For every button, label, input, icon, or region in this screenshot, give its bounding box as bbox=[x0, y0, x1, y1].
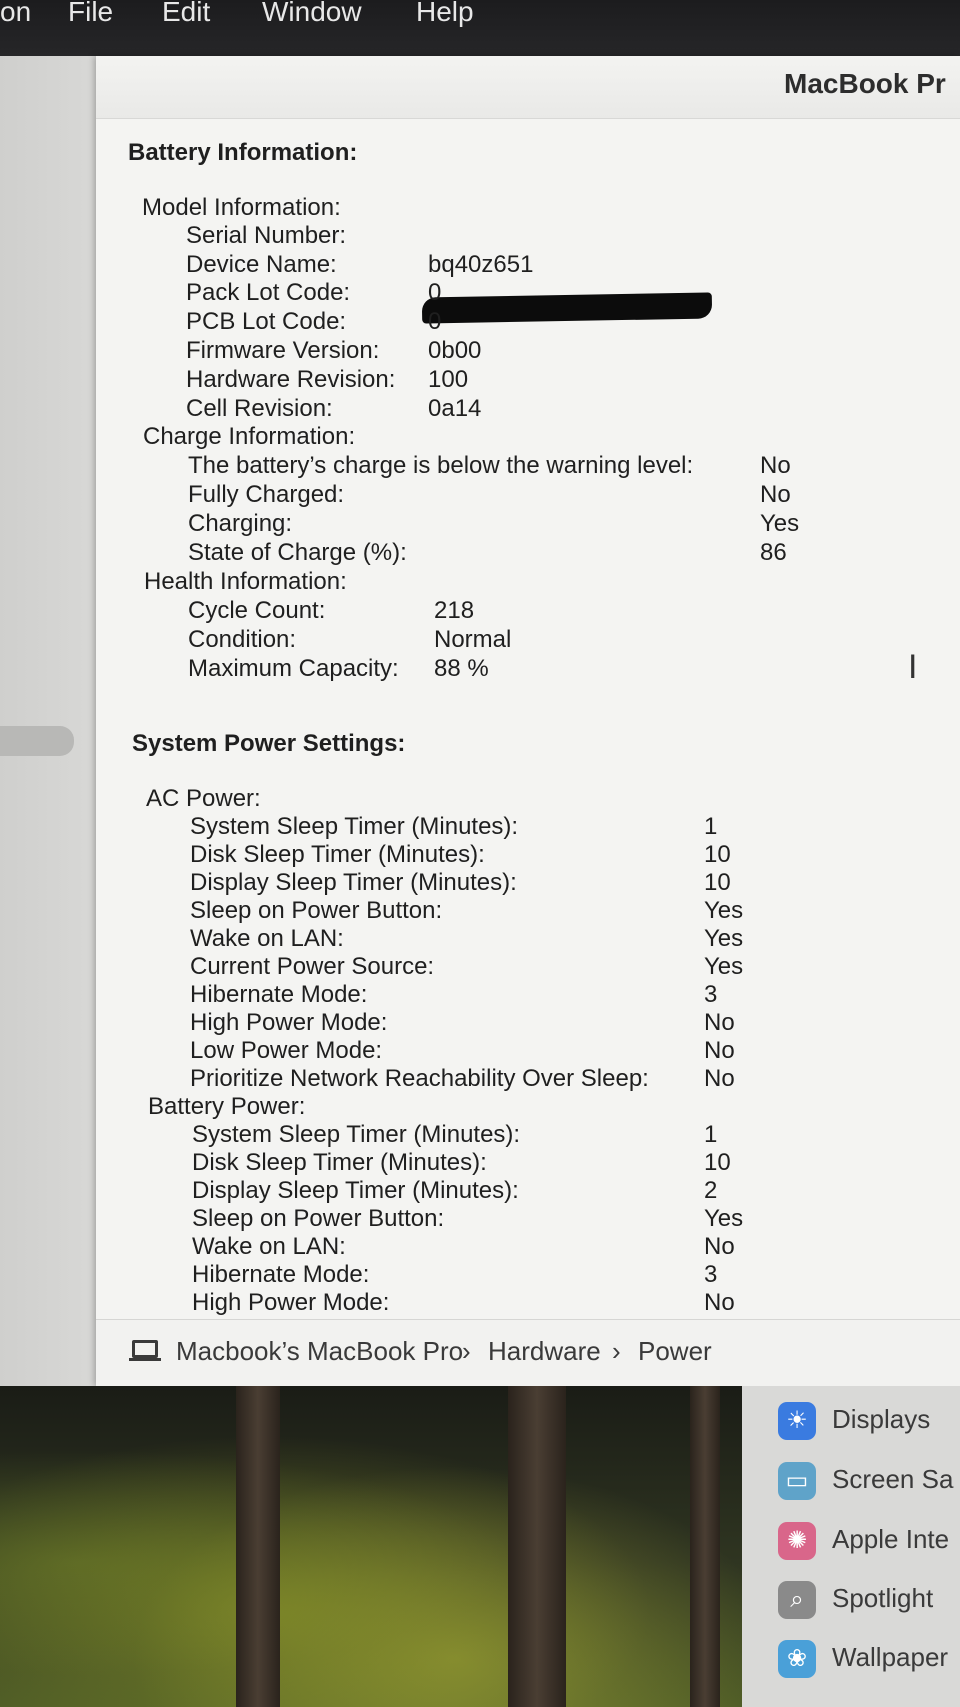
field-value: Yes bbox=[704, 953, 744, 980]
menu-file[interactable]: File bbox=[68, 0, 114, 27]
sun-icon: ☀ bbox=[778, 1402, 816, 1440]
path-separator: › bbox=[612, 1336, 621, 1366]
field-label: Serial Number: bbox=[186, 222, 347, 249]
path-bar bbox=[96, 1319, 960, 1386]
window-sidebar bbox=[0, 56, 96, 1386]
field-label: Sleep on Power Button: bbox=[190, 897, 443, 924]
system-settings-sidebar bbox=[742, 1386, 960, 1707]
power-settings-heading: System Power Settings: bbox=[132, 730, 406, 757]
menu-bar bbox=[0, 0, 960, 56]
field-label: Current Power Source: bbox=[190, 953, 435, 980]
field-value: 3 bbox=[704, 1261, 718, 1288]
title-bar bbox=[96, 56, 960, 119]
field-value: 100 bbox=[428, 366, 469, 393]
settings-item-apple-intelligence[interactable] bbox=[778, 1518, 960, 1564]
desktop-wallpaper bbox=[0, 1386, 760, 1707]
field-label: PCB Lot Code: bbox=[186, 308, 347, 335]
field-label: Display Sleep Timer (Minutes): bbox=[190, 869, 517, 896]
field-label: Pack Lot Code: bbox=[186, 279, 351, 306]
path-separator: › bbox=[462, 1336, 471, 1366]
field-label: Condition: bbox=[188, 626, 297, 653]
field-label: Charging: bbox=[188, 510, 293, 537]
sidebar-selected-item[interactable] bbox=[0, 726, 74, 756]
ac-power-heading: AC Power: bbox=[146, 785, 261, 812]
model-info-heading: Model Information: bbox=[142, 194, 341, 221]
field-value: No bbox=[760, 481, 791, 508]
field-value: No bbox=[704, 1289, 735, 1316]
menu-help[interactable]: Help bbox=[416, 0, 474, 27]
apple-intelligence-icon: ✺ bbox=[778, 1522, 816, 1560]
charge-info-heading: Charge Information: bbox=[143, 423, 356, 450]
field-value: 0 bbox=[428, 308, 442, 335]
settings-item-displays[interactable] bbox=[778, 1398, 960, 1444]
settings-item-label: Spotlight bbox=[832, 1583, 934, 1613]
field-value: 0a14 bbox=[428, 395, 482, 422]
field-value: 10 bbox=[704, 1149, 731, 1176]
settings-item-wallpaper[interactable] bbox=[778, 1636, 960, 1682]
field-label: Maximum Capacity: bbox=[188, 655, 399, 682]
tree-trunk bbox=[236, 1386, 280, 1707]
field-value: 3 bbox=[704, 981, 718, 1008]
field-value: Yes bbox=[704, 897, 744, 924]
field-label: System Sleep Timer (Minutes): bbox=[192, 1121, 521, 1148]
settings-item-label: Apple Inte bbox=[832, 1524, 950, 1554]
field-label: Prioritize Network Reachability Over Sleep: bbox=[190, 1065, 649, 1092]
field-value: 10 bbox=[704, 869, 731, 896]
field-value: 218 bbox=[434, 597, 475, 624]
field-value: No bbox=[704, 1009, 735, 1036]
field-label: High Power Mode: bbox=[190, 1009, 388, 1036]
field-value: 86 bbox=[760, 539, 787, 566]
field-value: 1 bbox=[704, 813, 718, 840]
field-value: Yes bbox=[704, 925, 744, 952]
magnifier-icon: ⌕ bbox=[778, 1581, 816, 1619]
field-label: State of Charge (%): bbox=[188, 539, 407, 566]
path-hardware[interactable]: Hardware bbox=[488, 1336, 601, 1366]
field-value: 88 % bbox=[434, 655, 489, 682]
field-value: Yes bbox=[760, 510, 800, 537]
field-label: Wake on LAN: bbox=[190, 925, 344, 952]
field-value: 0b00 bbox=[428, 337, 482, 364]
menu-edit[interactable]: Edit bbox=[162, 0, 211, 27]
system-information-window bbox=[96, 56, 960, 1386]
window-title: MacBook Pr bbox=[784, 68, 946, 99]
field-label: Wake on LAN: bbox=[192, 1233, 346, 1260]
settings-item-spotlight[interactable] bbox=[778, 1577, 960, 1623]
menu-app-name[interactable]: on bbox=[0, 0, 32, 27]
field-value: No bbox=[704, 1065, 735, 1092]
redacted-serial bbox=[422, 292, 712, 323]
laptop-icon bbox=[132, 1340, 158, 1358]
field-label: High Power Mode: bbox=[192, 1289, 390, 1316]
settings-item-label: Screen Sa bbox=[832, 1464, 954, 1494]
health-info-heading: Health Information: bbox=[144, 568, 347, 595]
battery-info-heading: Battery Information: bbox=[128, 139, 358, 166]
field-value: Yes bbox=[704, 1205, 744, 1232]
path-device[interactable]: Macbook’s MacBook Pro bbox=[176, 1336, 464, 1366]
field-value: 1 bbox=[704, 1121, 718, 1148]
field-label: Disk Sleep Timer (Minutes): bbox=[192, 1149, 487, 1176]
field-label: Hibernate Mode: bbox=[192, 1261, 370, 1288]
field-value: 2 bbox=[704, 1177, 718, 1204]
battery-power-heading: Battery Power: bbox=[148, 1093, 306, 1120]
settings-item-label: Wallpaper bbox=[832, 1642, 949, 1672]
settings-item-screen-saver[interactable] bbox=[778, 1458, 960, 1504]
menu-window[interactable]: Window bbox=[262, 0, 362, 27]
field-label: Cycle Count: bbox=[188, 597, 326, 624]
tree-trunk bbox=[690, 1386, 720, 1707]
field-label: Sleep on Power Button: bbox=[192, 1205, 445, 1232]
path-power[interactable]: Power bbox=[638, 1336, 712, 1366]
field-label: Low Power Mode: bbox=[190, 1037, 383, 1064]
field-label: Hibernate Mode: bbox=[190, 981, 368, 1008]
field-label: Disk Sleep Timer (Minutes): bbox=[190, 841, 485, 868]
flower-icon: ❀ bbox=[778, 1640, 816, 1678]
field-value: bq40z651 bbox=[428, 251, 534, 278]
field-value: No bbox=[760, 452, 791, 479]
text-cursor-icon: I bbox=[908, 648, 918, 686]
field-label: Display Sleep Timer (Minutes): bbox=[192, 1177, 519, 1204]
field-label: Device Name: bbox=[186, 251, 337, 278]
field-value: 10 bbox=[704, 841, 731, 868]
field-label: Cell Revision: bbox=[186, 395, 333, 422]
field-value: Normal bbox=[434, 626, 512, 653]
screen-saver-icon: ▭ bbox=[778, 1462, 816, 1500]
report-content[interactable] bbox=[96, 119, 960, 1382]
field-value: No bbox=[704, 1233, 735, 1260]
field-label: Fully Charged: bbox=[188, 481, 345, 508]
field-label: System Sleep Timer (Minutes): bbox=[190, 813, 519, 840]
field-label: Firmware Version: bbox=[186, 337, 380, 364]
field-label: The battery’s charge is below the warning level: bbox=[188, 452, 694, 479]
tree-trunk bbox=[508, 1386, 566, 1707]
field-value: 0 bbox=[428, 279, 442, 306]
field-value: No bbox=[704, 1037, 735, 1064]
field-label: Hardware Revision: bbox=[186, 366, 396, 393]
settings-item-label: Displays bbox=[832, 1404, 931, 1434]
